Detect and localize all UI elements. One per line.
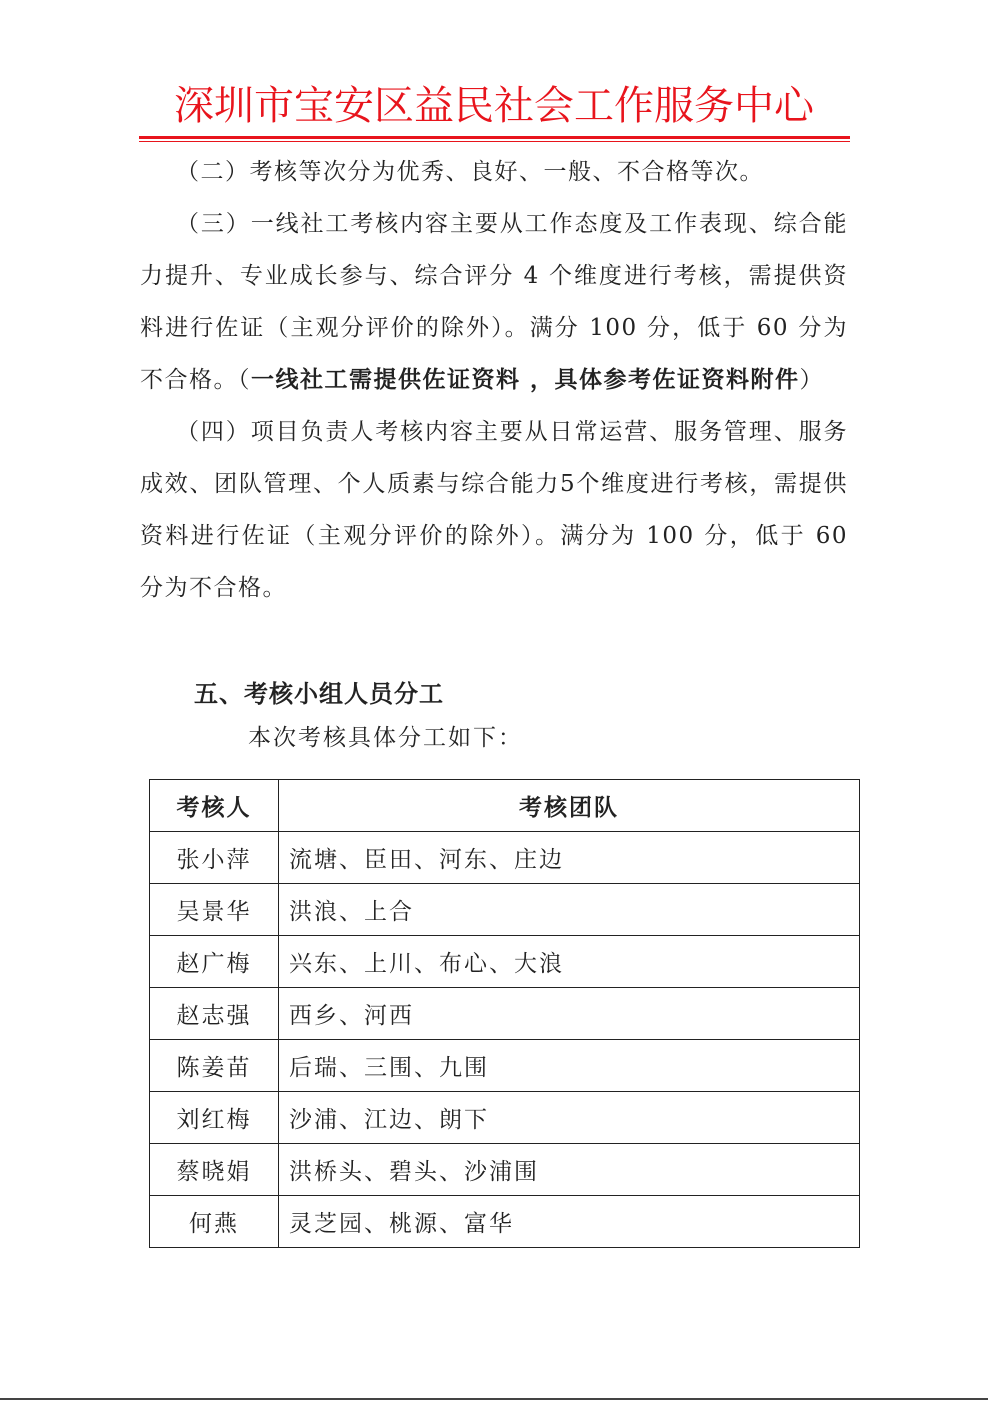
paragraph-3-bold-note: 一线社工需提供佐证资料 ，具体参考佐证资料附件 (251, 367, 800, 393)
table-row (150, 1092, 860, 1144)
assignment-table (149, 779, 860, 1248)
team-cell: 灵芝园、桃源、富华 (279, 1196, 860, 1248)
reviewer-cell: 陈姜苗 (150, 1040, 279, 1092)
document-body (140, 146, 848, 614)
reviewer-cell: 蔡晓娟 (150, 1144, 279, 1196)
section-heading: 五、考核小组人员分工 (194, 680, 444, 708)
paragraph-3 (140, 198, 848, 406)
paragraph-4: （四）项目负责人考核内容主要从日常运营、服务管理、服务成效、团队管理、个人质素与综合能力5个维度进行考核，需提供资料进行佐证（主观分评价的除外）。满分为 100 分，低于 60 分为不合格。 (140, 419, 848, 601)
table-header-row (150, 780, 860, 832)
reviewer-cell: 何燕 (150, 1196, 279, 1248)
table-row (150, 936, 860, 988)
paragraph-3-text: （三）一线社工考核内容主要从工作态度及工作表现、综合能力提升、专业成长参与、综合评分 4 个维度进行考核，需提供资料进行佐证（主观分评价的除外）。满分 100 分，低于 60 分为不合格。（ (140, 211, 848, 393)
section-intro: 本次考核具体分工如下： (248, 725, 523, 751)
reviewer-cell: 吴景华 (150, 884, 279, 936)
team-cell: 流塘、臣田、河东、庄边 (279, 832, 860, 884)
paragraph-3-close: ） (799, 367, 825, 393)
table-row (150, 832, 860, 884)
table-row (150, 1040, 860, 1092)
team-cell: 后瑞、三围、九围 (279, 1040, 860, 1092)
team-cell: 兴东、上川、布心、大浪 (279, 936, 860, 988)
header-team: 考核团队 (279, 780, 860, 832)
table-row (150, 1144, 860, 1196)
team-cell: 洪桥头、碧头、沙浦围 (279, 1144, 860, 1196)
team-cell: 沙浦、江边、朗下 (279, 1092, 860, 1144)
page-bottom-edge (0, 1398, 988, 1400)
team-cell: 洪浪、上合 (279, 884, 860, 936)
reviewer-cell: 刘红梅 (150, 1092, 279, 1144)
letterhead-rule-thin (139, 141, 850, 142)
team-cell: 西乡、河西 (279, 988, 860, 1040)
reviewer-cell: 赵志强 (150, 988, 279, 1040)
paragraph-2: （二）考核等次分为优秀、良好、一般、不合格等次。 (176, 159, 764, 185)
reviewer-cell: 赵广梅 (150, 936, 279, 988)
letterhead-title: 深圳市宝安区益民社会工作服务中心 (174, 83, 814, 129)
letterhead-rule-thick (139, 136, 850, 139)
table-row (150, 988, 860, 1040)
reviewer-cell: 张小萍 (150, 832, 279, 884)
header-reviewer: 考核人 (150, 780, 279, 832)
table-row (150, 884, 860, 936)
table-row (150, 1196, 860, 1248)
